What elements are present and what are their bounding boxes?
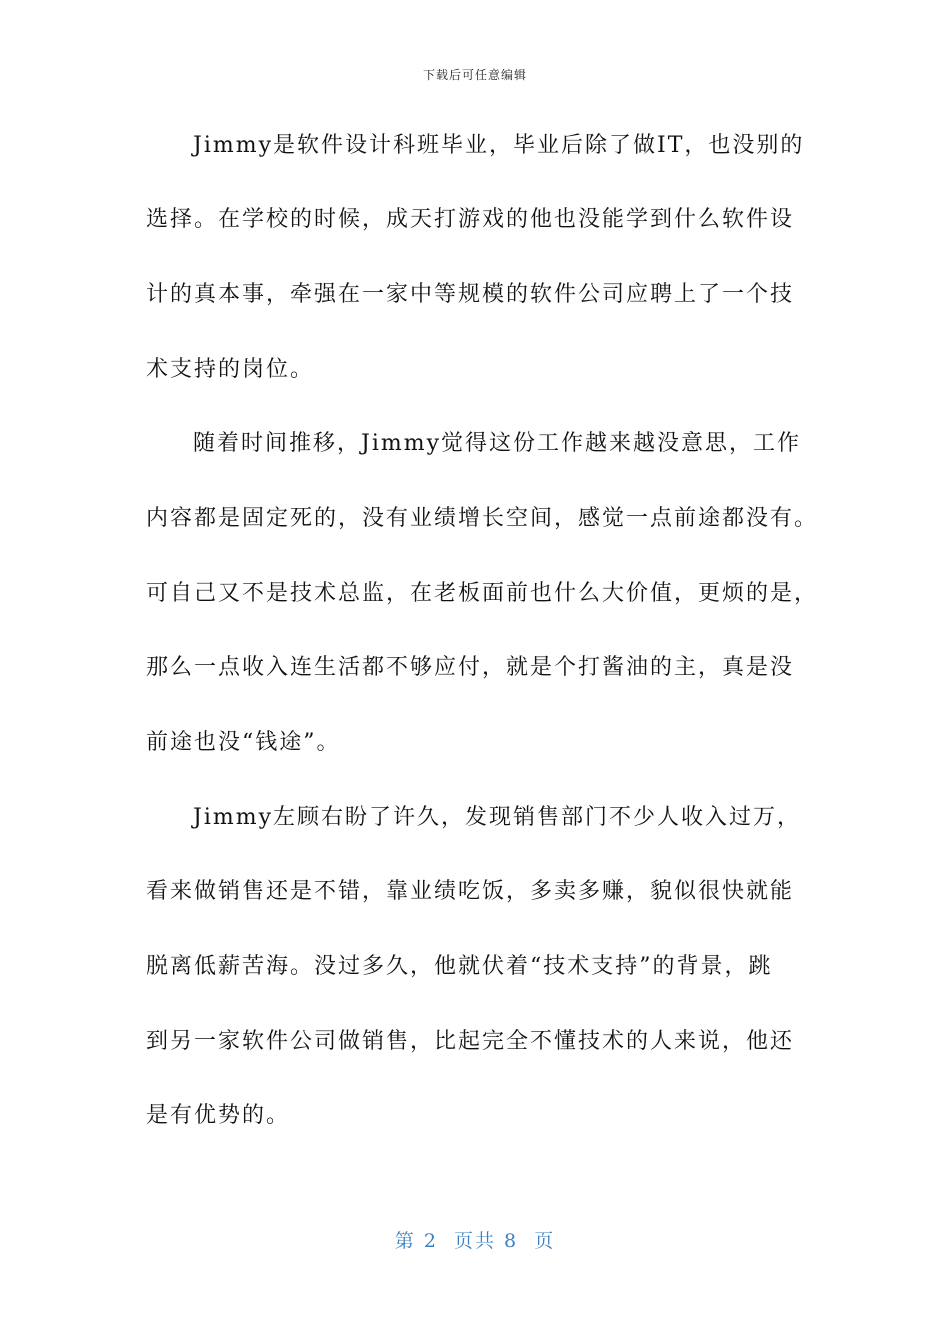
text-line: 选择。在学校的时候，成天打游戏的他也没能学到什么软件设 <box>146 207 795 232</box>
text-line: Jimmy左顾右盼了许久，发现销售部门不少人收入过万， <box>193 805 802 830</box>
text-line: 是有优势的。 <box>146 1103 291 1128</box>
text-line: 那么一点收入连生活都不够应付，就是个打酱油的主，真是没 <box>146 655 795 680</box>
text-line: 术支持的岗位。 <box>146 357 315 382</box>
text-line: Jimmy是软件设计科班毕业，毕业后除了做IT，也没别的 <box>193 133 805 158</box>
text-line: 前途也没“钱途”。 <box>146 730 341 755</box>
text-line: 到另一家软件公司做销售，比起完全不懂技术的人来说，他还 <box>146 1029 795 1054</box>
text-line: 可自己又不是技术总监，在老板面前也什么大价值，更烦的是， <box>146 581 819 606</box>
text-line: 随着时间推移，Jimmy觉得这份工作越来越没意思，工作 <box>193 431 802 456</box>
page-header: 下载后可任意编辑 <box>422 68 527 82</box>
page-footer: 第 2 页共 8 页 <box>394 1230 556 1252</box>
text-line: 脱离低薪苦海。没过多久，他就伏着“技术支持”的背景，跳 <box>146 954 773 979</box>
text-line: 内容都是固定死的，没有业绩增长空间，感觉一点前途都没有。 <box>146 506 819 531</box>
text-line: 看来做销售还是不错，靠业绩吃饭，多卖多赚，貌似很快就能 <box>146 879 795 904</box>
text-line: 计的真本事，牵强在一家中等规模的软件公司应聘上了一个技 <box>146 282 795 307</box>
